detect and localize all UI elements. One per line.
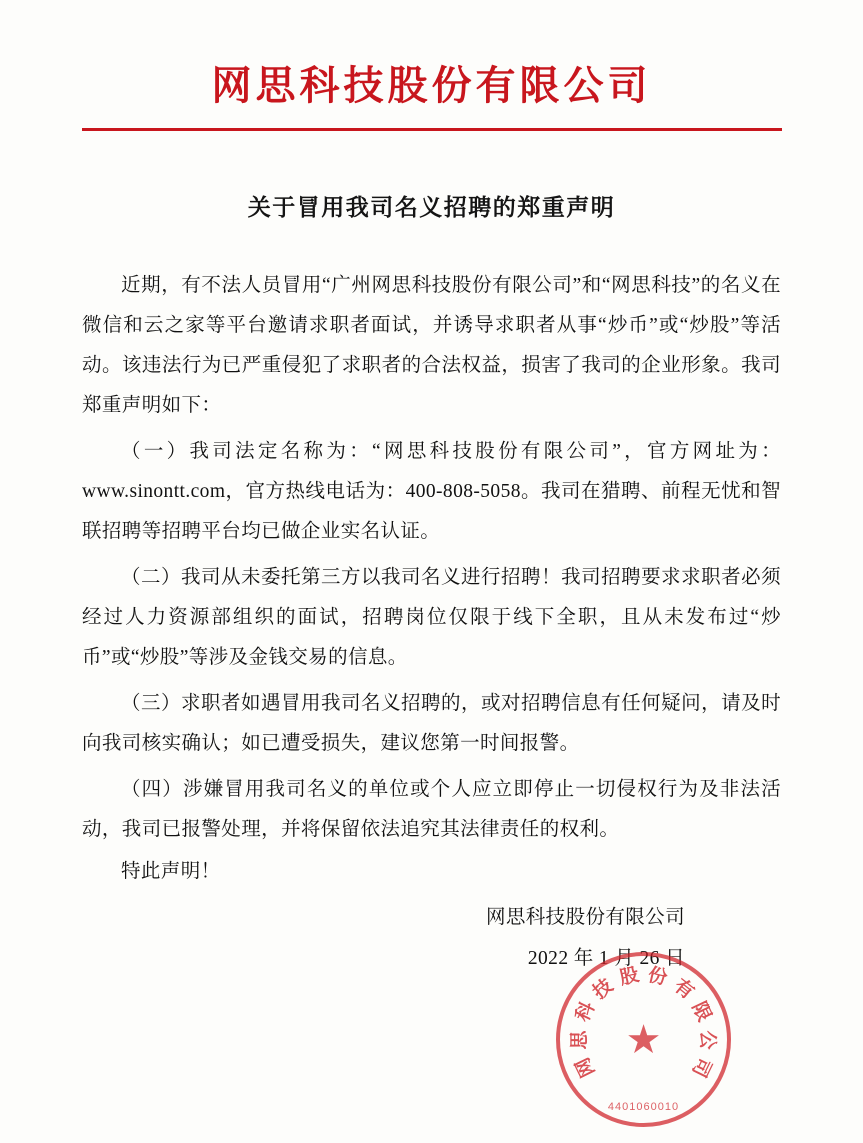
company-letterhead-title: 网思科技股份有限公司 <box>211 63 652 108</box>
seal-star-icon: ★ <box>625 1016 662 1062</box>
paragraph-1: 近期，有不法人员冒用“广州网思科技股份有限公司”和“网思科技”的名义在微信和云之家等平台邀请求职者面试，并诱导求职者从事“炒币”或“炒股”等活动。该违法行为已严重侵犯了求职者的合法权益，损害了我司的企业形象。我司郑重声明如下： <box>82 275 781 416</box>
letterhead-divider <box>82 128 782 131</box>
paragraph-5: （四）涉嫌冒用我司名义的单位或个人应立即停止一切侵权行为及非法活动，我司已报警处理，并将保留依法追究其法律责任的权利。 <box>82 778 781 840</box>
paragraph-4: （三）求职者如遇冒用我司名义招聘的，或对招聘信息有任何疑问，请及时向我司核实确认；如已遭受损失，建议您第一时间报警。 <box>82 692 781 754</box>
seal-outer-ring <box>556 952 731 1127</box>
letterhead <box>0 0 863 131</box>
signature-date: 2022 年 1 月 26 日 <box>527 947 685 969</box>
signature-block <box>82 898 685 978</box>
seal-arc-text: 网 思 科 技 股 份 有 限 公 司 <box>568 964 719 1081</box>
signature-company: 网思科技股份有限公司 <box>485 906 685 928</box>
seal-serial-number: 4401060010 <box>607 1101 680 1113</box>
paragraph-2: （一）我司法定名称为：“网思科技股份有限公司”，官方网址为：www.sinontt.com，官方热线电话为：400-808-5058。我司在猎聘、前程无忧和智联招聘等招聘平台均已做企业实名认证。 <box>82 440 781 542</box>
paragraph-closing: 特此声明！ <box>121 860 221 882</box>
document-body <box>82 266 781 978</box>
company-seal-stamp <box>556 952 731 1127</box>
paragraph-3: （二）我司从未委托第三方以我司名义进行招聘！我司招聘要求求职者必须经过人力资源部组织的面试，招聘岗位仅限于线下全职，且从未发布过“炒币”或“炒股”等涉及金钱交易的信息。 <box>82 566 781 668</box>
document-title: 关于冒用我司名义招聘的郑重声明 <box>247 195 616 220</box>
